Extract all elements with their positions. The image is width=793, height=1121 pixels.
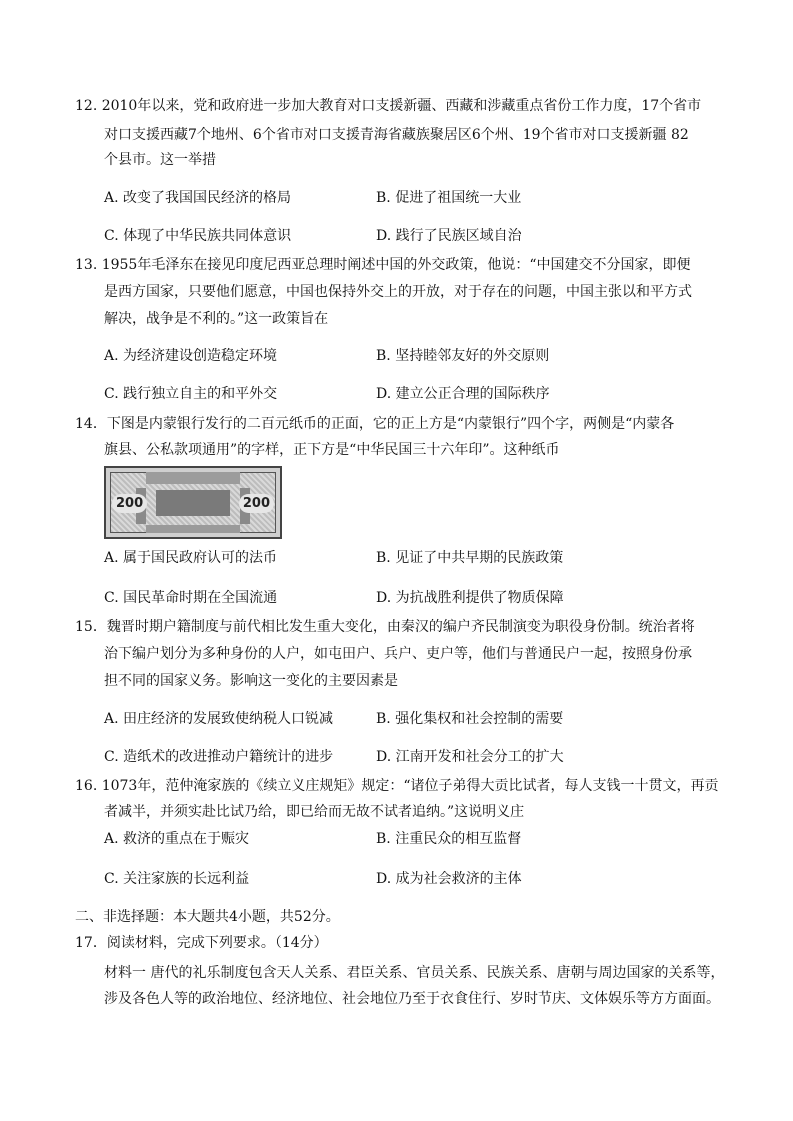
q12-stem-line2: 对口支援西藏7个地州、6个省市对口支援青海省藏族聚居区6个州、19个省市对口支援新疆 82 (104, 127, 689, 143)
q14-option-c: C. 国民革命时期在全国流通 (104, 590, 278, 606)
q17-material-line2: 涉及各色人等的政治地位、经济地位、社会地位乃至于衣食住行、岁时节庆、文体娱乐等方方面面。 (104, 991, 720, 1007)
q14-option-a: A. 属于国民政府认可的法币 (104, 550, 278, 566)
q14-stem-line2: 旗县、公私款项通用”的字样，正下方是“中华民国三十六年印”。这种纸币 (104, 442, 560, 458)
q12-option-d: D. 践行了民族区域自治 (376, 228, 522, 244)
q15-stem-line3: 担不同的国家义务。影响这一变化的主要因素是 (104, 673, 398, 689)
q16-stem-line2: 者减半，并须实赴比试乃给，即已给而无故不试者追纳。”这说明义庄 (104, 804, 525, 820)
q16-option-b: B. 注重民众的相互监督 (376, 831, 522, 847)
q13-option-c: C. 践行独立自主的和平外交 (104, 386, 278, 402)
q15-stem-line2: 治下编户划分为多种身份的人户，如屯田户、兵户、吏户等，他们与普通民户一起，按照身份承 (104, 646, 692, 662)
q13-option-a: A. 为经济建设创造稳定环境 (104, 348, 278, 364)
q15-option-a: A. 田庄经济的发展致使纳税人口锐减 (104, 711, 334, 727)
q12-stem-line1: 12. 2010年以来，党和政府进一步加大教育对口支援新疆、西藏和涉藏重点省份工作力度，17个省市 (75, 98, 702, 114)
banknote-denomination-right: 200 (239, 494, 274, 513)
q15-option-b: B. 强化集权和社会控制的需要 (376, 711, 564, 727)
banknote-center-panel (156, 490, 230, 516)
banknote-bottom-band (146, 525, 240, 533)
q13-stem-line3: 解决，战争是不利的。”这一政策旨在 (104, 311, 329, 327)
section-2-heading: 二、非选择题：本大题共4小题，共52分。 (75, 909, 340, 925)
q14-option-d: D. 为抗战胜利提供了物质保障 (376, 590, 564, 606)
q14-stem-line1: 14．下图是内蒙银行发行的二百元纸币的正面，它的正上方是“内蒙银行”四个字，两侧是“内蒙各 (75, 416, 675, 432)
q16-option-d: D. 成为社会救济的主体 (376, 871, 522, 887)
q17-material-line1: 材料一 唐代的礼乐制度包含天人关系、君臣关系、官员关系、民族关系、唐朝与周边国家的关系等， (104, 965, 725, 981)
q13-option-b: B. 坚持睦邻友好的外交原则 (376, 348, 550, 364)
q13-stem-line1: 13. 1955年毛泽东在接见印度尼西亚总理时阐述中国的外交政策，他说：“中国建交不分国家，即便 (75, 257, 691, 273)
q12-option-b: B. 促进了祖国统一大业 (376, 190, 522, 206)
banknote-top-band (146, 472, 240, 484)
q13-stem-line2: 是西方国家，只要他们愿意，中国也保持外交上的开放，对于存在的问题，中国主张以和平方式 (104, 284, 692, 300)
q13-option-d: D. 建立公正合理的国际秩序 (376, 386, 550, 402)
banknote-image (104, 466, 282, 539)
q16-stem-line1: 16. 1073年，范仲淹家族的《续立义庄规矩》规定：“诸位子弟得大贡比试者，每人支钱一十贯文，再贡 (75, 778, 719, 794)
q12-option-c: C. 体现了中华民族共同体意识 (104, 228, 292, 244)
q12-option-a: A. 改变了我国国民经济的格局 (104, 190, 292, 206)
q16-option-c: C. 关注家族的长远利益 (104, 871, 250, 887)
q14-option-b: B. 见证了中共早期的民族政策 (376, 550, 564, 566)
q16-option-a: A. 救济的重点在于赈灾 (104, 831, 250, 847)
q12-stem-line3: 个县市。这一举措 (104, 152, 216, 168)
q17-stem: 17．阅读材料，完成下列要求。（14分） (75, 935, 328, 951)
q15-option-c: C. 造纸术的改进推动户籍统计的进步 (104, 749, 334, 765)
banknote-denomination-left: 200 (112, 494, 147, 513)
q15-stem-line1: 15．魏晋时期户籍制度与前代相比发生重大变化，由秦汉的编户齐民制演变为职役身份制。统治者将 (75, 619, 695, 635)
q15-option-d: D. 江南开发和社会分工的扩大 (376, 749, 564, 765)
